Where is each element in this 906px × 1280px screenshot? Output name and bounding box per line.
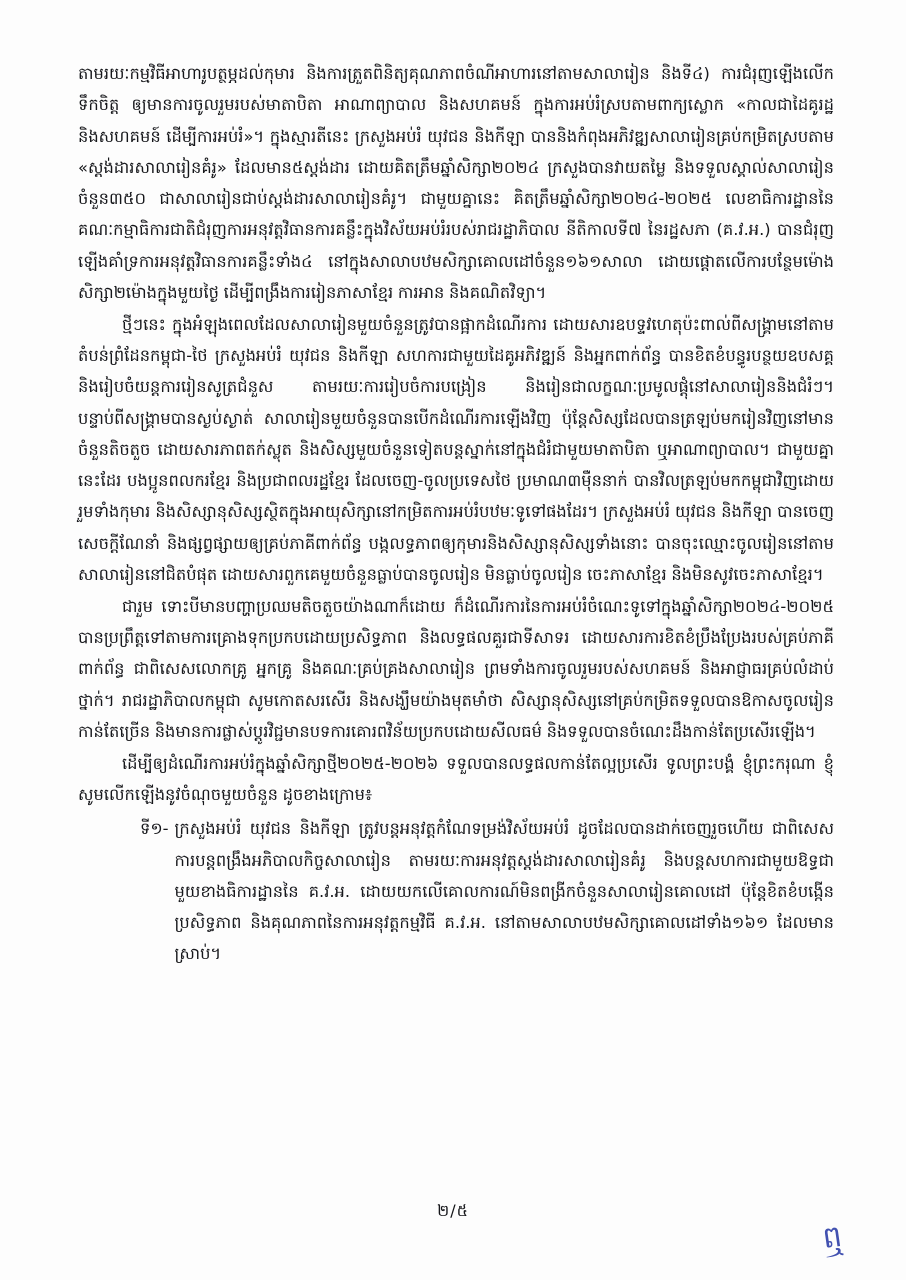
numbered-item-1	[78, 813, 834, 969]
signature-mark: ឮ	[820, 1218, 844, 1257]
page-number: ២/៥	[437, 1201, 469, 1220]
paragraph-3: ជារួម ទោះបីមានបញ្ហាប្រឈមតិចតួចយ៉ាងណាក៏ដោយ ក៏ដំណើរការនៃការអប់រំចំណេះទូទៅក្នុងឆ្នាំសិក្សា២០២៤-២០២៥ បានប្រព្រឹត្តទៅតាមការគ្រោងទុកប្រកបដោយប្រសិទ្ធភាព និងលទ្ធផលគួរជាទីសាទរ ដោយសារការខិតខំប្រឹងប្រែងរបស់គ្រប់ភាគីពាក់ព័ន្ធ ជាពិសេសលោកគ្រូ អ្នកគ្រូ និងគណៈគ្រប់គ្រងសាលារៀន ព្រមទាំងការចូលរួមរបស់សហគមន៍ និងអាជ្ញាធរគ្រប់លំដាប់ថ្នាក់។ រាជរដ្ឋាភិបាលកម្ពុជា សូមកោតសរសើរ និងសង្ឃឹមយ៉ាងមុតមាំថា សិស្សានុសិស្សនៅគ្រប់កម្រិតទទួលបានឱកាសចូលរៀនកាន់តែច្រើន និងមានការផ្លាស់ប្ដូរវិជ្ជមានបទការគោរពវិន័យប្រកបដោយសីលធម៌ និងទទួលបានចំណេះដឹងកាន់តែប្រសើរឡើង។	[78, 596, 834, 741]
document-body	[78, 58, 834, 970]
numbered-item-1-marker: ទី១-	[140, 819, 169, 839]
paragraph-1: តាមរយៈកម្មវិធីអាហារូបត្ថម្ភដល់កុមារ និងការត្រួតពិនិត្យគុណភាពចំណីអាហារនៅតាមសាលារៀន និងទី៤) ការជំរុញឡើងលើកទឹកចិត្ត ឲ្យមានការចូលរួមរបស់មាតាបិតា អាណាព្យាបាល និងសហគមន៍ ក្នុងការអប់រំស្របតាមពាក្យស្លោក «កាលជាដៃគូរដ្ឋ និងសហគមន៍ ដើម្បីការអប់រំ»។ ក្នុងស្មារតីនេះ ក្រសួងអប់រំ យុវជន និងកីឡា បាននិងកំពុងអភិវឌ្ឍសាលារៀនគ្រប់កម្រិតស្របតាម «ស្តង់ដារសាលារៀនគំរូ» ដែលមាន៥ស្តង់ដារ ដោយគិតត្រឹមឆ្នាំសិក្សា២០២៤ ក្រសួងបានវាយតម្លៃ និងទទួលស្គាល់សាលារៀនចំនួន៣៥០ ជាសាលារៀនជាប់ស្តង់ដារសាលារៀនគំរូ។ ជាមួយគ្នានេះ គិតត្រឹមឆ្នាំសិក្សា២០២៤-២០២៥ លេខាធិការដ្ឋាននៃគណៈកម្មាធិការជាតិជំរុញការអនុវត្តវិធានការគន្លឹះក្នុងវិស័យអប់រំរបស់រាជរដ្ឋាភិបាល នីតិកាលទី៧ នៃរដ្ឋសភា (គ.វ.អ.) បានជំរុញឡើងគាំទ្រការអនុវត្តវិធានការគន្លឹះទាំង៤ នៅក្នុងសាលាបឋមសិក្សាគោលដៅចំនួន១៦១សាលា ដោយផ្ដោតលើការបន្ថែមម៉ោងសិក្សា២ម៉ោងក្នុងមួយថ្ងៃ ដើម្បីពង្រឹងការរៀនភាសាខ្មែរ ការអាន និងគណិតវិទ្យា។	[78, 64, 834, 302]
paragraph-2: ថ្មីៗនេះ ក្នុងអំឡុងពេលដែលសាលារៀនមួយចំនួនត្រូវបានផ្អាកដំណើរការ ដោយសារឧបទ្ទវហេតុប៉ះពាល់ពីសង្គ្រាមនៅតាមតំបន់ព្រំដែនកម្ពុជា-ថៃ ក្រសួងអប់រំ យុវជន និងកីឡា សហការជាមួយដៃគូអភិវឌ្ឍន៍ និងអ្នកពាក់ព័ន្ធ បានខិតខំបន្ធូរបន្ថយឧបសគ្គនិងរៀបចំយន្តការរៀនសូត្រជំនួស តាមរយៈការរៀបចំការបង្រៀន និងរៀនជាលក្ខណៈប្រមូលផ្ដុំនៅសាលារៀននិងជំរំៗ។ បន្ទាប់ពីសង្គ្រាមបានស្ងប់ស្ងាត់ សាលារៀនមួយចំនួនបានបើកដំណើរការឡើងវិញ ប៉ុន្តែសិស្សដែលបានត្រឡប់មករៀនវិញនៅមានចំនួនតិចតួច ដោយសារភាពតក់ស្លុត និងសិស្សមួយចំនួនទៀតបន្តស្នាក់នៅក្នុងជំរំជាមួយមាតាបិតា ឬអាណាព្យាបាល។ ជាមួយគ្នានេះដែរ បងប្អូនពលករខ្មែរ និងប្រជាពលរដ្ឋខ្មែរ ដែលចេញ-ចូលប្រទេសថៃ ប្រមាណ៣ម៉ឺននាក់ បានវិលត្រឡប់មកកម្ពុជាវិញដោយរួមទាំងកុមារ និងសិស្សានុសិស្សស្ថិតក្នុងអាយុសិក្សានៅកម្រិតការអប់រំបឋមៈទូទៅផងដែរ។ ក្រសួងអប់រំ យុវជន និងកីឡា បានចេញសេចក្ដីណែនាំ និងផ្សព្វផ្សាយឲ្យគ្រប់ភាគីពាក់ព័ន្ធ បង្កលទ្ធភាពឲ្យកុមារនិងសិស្សានុសិស្សទាំងនោះ បានចុះឈ្មោះចូលរៀននៅតាមសាលារៀននៅជិតបំផុត ដោយសារពួកគេមួយចំនួនធ្លាប់បានចូលរៀន មិនធ្លាប់ចូលរៀន ចេះភាសាខ្មែរ និងមិនសូវចេះភាសាខ្មែរ។	[78, 314, 834, 584]
numbered-item-1-text: ក្រសួងអប់រំ យុវជន និងកីឡា ត្រូវបន្តអនុវត្តកំណែទម្រង់វិស័យអប់រំ ដូចដែលបានដាក់ចេញរួចហើយ ជាពិសេសការបន្តពង្រឹងអភិបាលកិច្ចសាលារៀន តាមរយៈការអនុវត្តស្តង់ដារសាលារៀនគំរូ និងបន្តសហការជាមួយឱទ្ធជាមួយខាងធិការដ្ឋាននៃ គ.វ.អ. ដោយយកលើគោលការណ៍មិនពង្រីកចំនួនសាលារៀនគោលដៅ ប៉ុន្តែខិតខំបង្កើនប្រសិទ្ធភាព និងគុណភាពនៃការអនុវត្តកម្មវិធី គ.វ.អ. នៅតាមសាលាបឋមសិក្សាគោលដៅទាំង១៦១ ដែលមានស្រាប់។	[174, 819, 834, 964]
paragraph-4: ដើម្បីឲ្យដំណើរការអប់រំក្នុងឆ្នាំសិក្សាថ្មី២០២៥-២០២៦ ទទួលបានលទ្ធផលកាន់តែល្អប្រសើរ ទូលព្រះបង្គំ ខ្ញុំព្រះករុណា ខ្ញុំសូមលើកឡើងនូវចំណុចមួយចំនួន ដូចខាងក្រោម៖	[78, 753, 834, 804]
